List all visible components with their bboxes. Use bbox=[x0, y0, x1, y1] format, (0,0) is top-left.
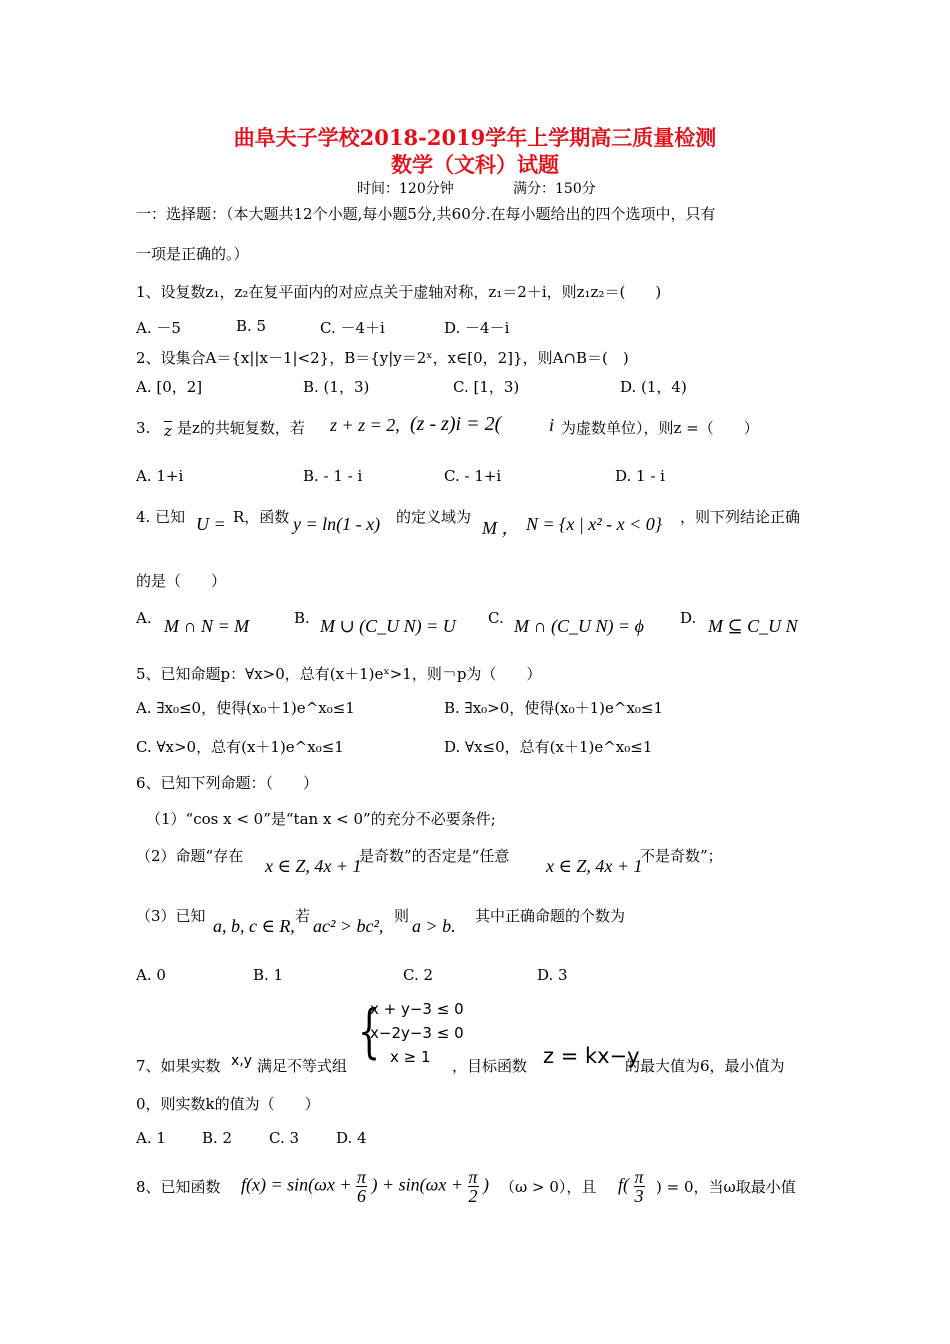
q3-eq2: (z - z)i = 2( bbox=[410, 413, 502, 435]
q7-option-d: D. 4 bbox=[336, 1129, 367, 1147]
q1-option-a: A. －5 bbox=[136, 319, 181, 337]
q8-frac-pi-2 bbox=[468, 1168, 479, 1205]
q8-pi-1: π bbox=[356, 1167, 367, 1187]
q8-cond: （ω > 0），且 bbox=[500, 1178, 597, 1196]
q4-option-a-expr: M ∩ N = M bbox=[164, 616, 250, 636]
q4-M: M ， bbox=[482, 518, 520, 538]
q8-six: 6 bbox=[357, 1186, 366, 1206]
q4-option-b-label: B. bbox=[294, 609, 310, 627]
section-intro-b: 一项是正确的。） bbox=[136, 245, 249, 263]
q3-option-a: A. 1+i bbox=[136, 467, 184, 485]
q7-option-b: B. 2 bbox=[202, 1129, 233, 1147]
score-info: 满分：150分 bbox=[513, 181, 596, 197]
q6-prop2-b: x ∈ Z, 4x + 1 bbox=[265, 856, 362, 876]
q6-prop3-f: a > b. bbox=[412, 916, 456, 936]
q2-option-c: C. [1，3) bbox=[453, 378, 520, 396]
q8-s1: 8、已知函数 bbox=[136, 1178, 221, 1196]
q6-prop1: （1）“cos x < 0”是“tan x < 0”的充分不必要条件; bbox=[146, 810, 496, 828]
q5-option-a: A. ∃x₀≤0，使得(x₀＋1)e^x₀≤1 bbox=[136, 699, 355, 717]
q4-option-a-label: A. bbox=[136, 609, 152, 627]
q4-N: N = {x | x² - x < 0} bbox=[526, 514, 663, 534]
q2-stem: 2、设集合A＝{x||x－1|<2}，B＝{y|y＝2ˣ，x∈[0，2]}，则A∩B＝( ) bbox=[136, 349, 629, 367]
q8-pi-2: π bbox=[468, 1167, 478, 1187]
q1-option-b: B. 5 bbox=[236, 317, 267, 335]
q2-option-d: D. (1，4) bbox=[620, 378, 687, 396]
q4-option-d-label: D. bbox=[680, 609, 697, 627]
q8-formula bbox=[241, 1168, 489, 1205]
q3-option-d: D. 1 - i bbox=[615, 467, 665, 485]
q6-option-a: A. 0 bbox=[136, 966, 166, 984]
q6-prop3-b: a, b, c ∈ R, bbox=[213, 916, 295, 936]
q3-zbar: $\overline{z}$ bbox=[164, 422, 172, 440]
q8-three: 3 bbox=[634, 1186, 644, 1206]
q4-R: R，函数 bbox=[233, 508, 290, 526]
q8-pi-3: π bbox=[634, 1167, 644, 1187]
q4-option-c-label: C. bbox=[488, 609, 504, 627]
q1-stem: 1、设复数z₁，z₂在复平面内的对应点关于虚轴对称，z₁＝2＋i，则z₁z₂＝( ) bbox=[136, 283, 662, 301]
q5-option-b: B. ∃x₀>0，使得(x₀＋1)e^x₀≤1 bbox=[444, 699, 664, 717]
q4-option-d-expr: M ⊆ C_U N bbox=[708, 616, 798, 636]
q7-brace: { bbox=[358, 997, 381, 1065]
q7-s3: 满足不等式组 bbox=[257, 1057, 348, 1075]
q6-prop3-a: （3）已知 bbox=[136, 907, 206, 925]
q2-option-a: A. [0，2] bbox=[136, 378, 203, 396]
q8-plus: ) + sin(ωx + bbox=[371, 1174, 464, 1195]
q4-text1: 的定义域为 bbox=[396, 508, 472, 526]
q6-option-c: C. 2 bbox=[403, 966, 434, 984]
q4-number: 4. 已知 bbox=[136, 508, 186, 526]
q3-text3: 为虚数单位），则z =（ ） bbox=[561, 419, 759, 437]
q4-U: U = bbox=[196, 514, 226, 534]
q2-option-b: B. (1，3) bbox=[303, 378, 370, 396]
time-info: 时间：120分钟 bbox=[357, 181, 454, 197]
q7-xy: x,y bbox=[231, 1053, 253, 1069]
q6-stem: 6、已知下列命题：（ ） bbox=[136, 774, 319, 792]
q7-ineq2: x−2y−3 ≤ 0 bbox=[370, 1024, 464, 1042]
q4-text3: 的是（ ） bbox=[136, 572, 227, 590]
q8-eq0: ) = 0，当ω取最小值 bbox=[656, 1178, 796, 1196]
q7-s6: 的最大值为6，最小值为 bbox=[625, 1057, 785, 1075]
q7-s4: ，目标函数 bbox=[452, 1057, 528, 1075]
q7-objective: z = kx−y bbox=[543, 1044, 640, 1068]
q5-option-c: C. ∀x>0，总有(x＋1)e^x₀≤1 bbox=[136, 738, 344, 756]
q3-i: i bbox=[549, 415, 555, 435]
q4-option-b-expr: M ∪ (C_U N) = U bbox=[320, 616, 456, 636]
title-line1: 曲阜夫子学校2018-2019学年上学期高三质量检测 bbox=[233, 125, 717, 150]
q8-close: ) bbox=[483, 1174, 490, 1195]
q6-prop2-c: 是奇数”的否定是“任意 bbox=[359, 847, 510, 865]
q7-ineq1: x + y−3 ≤ 0 bbox=[370, 1000, 464, 1018]
q8-two: 2 bbox=[468, 1186, 478, 1206]
q6-prop2-e: 不是奇数”； bbox=[640, 847, 723, 865]
q1-option-d: D. －4－i bbox=[444, 319, 510, 337]
q7-option-a: A. 1 bbox=[136, 1129, 166, 1147]
q3-text1: 是z的共轭复数，若 bbox=[177, 419, 305, 437]
q7-option-c: C. 3 bbox=[269, 1129, 300, 1147]
section-intro-a: 一：选择题：（本大题共12个小题,每小题5分,共60分.在每小题给出的四个选项中，只有 bbox=[136, 205, 716, 223]
q5-stem: 5、已知命题p：∀x>0，总有(x＋1)eˣ>1，则￢p为（ ） bbox=[136, 665, 542, 683]
q8-f-head: f(x) = sin(ωx + bbox=[241, 1174, 352, 1195]
q8-f3-head: f( bbox=[618, 1174, 629, 1195]
q4-option-c-expr: M ∩ (C_U N) = ϕ bbox=[514, 616, 644, 636]
title-line2: 数学（文科）试题 bbox=[391, 152, 559, 177]
q4-text2: ，则下列结论正确 bbox=[680, 508, 801, 526]
q8-frac-pi-3 bbox=[634, 1168, 645, 1205]
q8-f3 bbox=[618, 1168, 645, 1205]
q6-prop3-e: 则 bbox=[394, 907, 410, 925]
q6-prop2-d: x ∈ Z, 4x + 1 bbox=[546, 856, 643, 876]
q3-option-b: B. - 1 - i bbox=[303, 467, 363, 485]
q8-frac-pi-6 bbox=[356, 1168, 367, 1205]
q5-option-d: D. ∀x≤0，总有(x＋1)e^x₀≤1 bbox=[444, 738, 653, 756]
q7-s1: 7、如果实数 bbox=[136, 1057, 221, 1075]
q6-prop2-a: （2）命题“存在 bbox=[136, 847, 244, 865]
q3-number: 3. bbox=[136, 419, 151, 437]
q6-option-b: B. 1 bbox=[253, 966, 284, 984]
q6-prop3-g: 其中正确命题的个数为 bbox=[475, 907, 626, 925]
q6-prop3-c: 若 bbox=[295, 907, 311, 925]
q3-eq1: z + z = 2, bbox=[330, 415, 400, 435]
q6-prop3-d: ac² > bc², bbox=[313, 916, 384, 936]
q1-option-c: C. －4＋i bbox=[320, 319, 385, 337]
q7-s7: 0，则实数k的值为（ ） bbox=[136, 1095, 320, 1113]
q3-option-c: C. - 1+i bbox=[444, 467, 502, 485]
q4-function: y = ln(1 - x) bbox=[293, 514, 381, 534]
q6-option-d: D. 3 bbox=[537, 966, 568, 984]
q7-ineq3: x ≥ 1 bbox=[390, 1048, 431, 1066]
